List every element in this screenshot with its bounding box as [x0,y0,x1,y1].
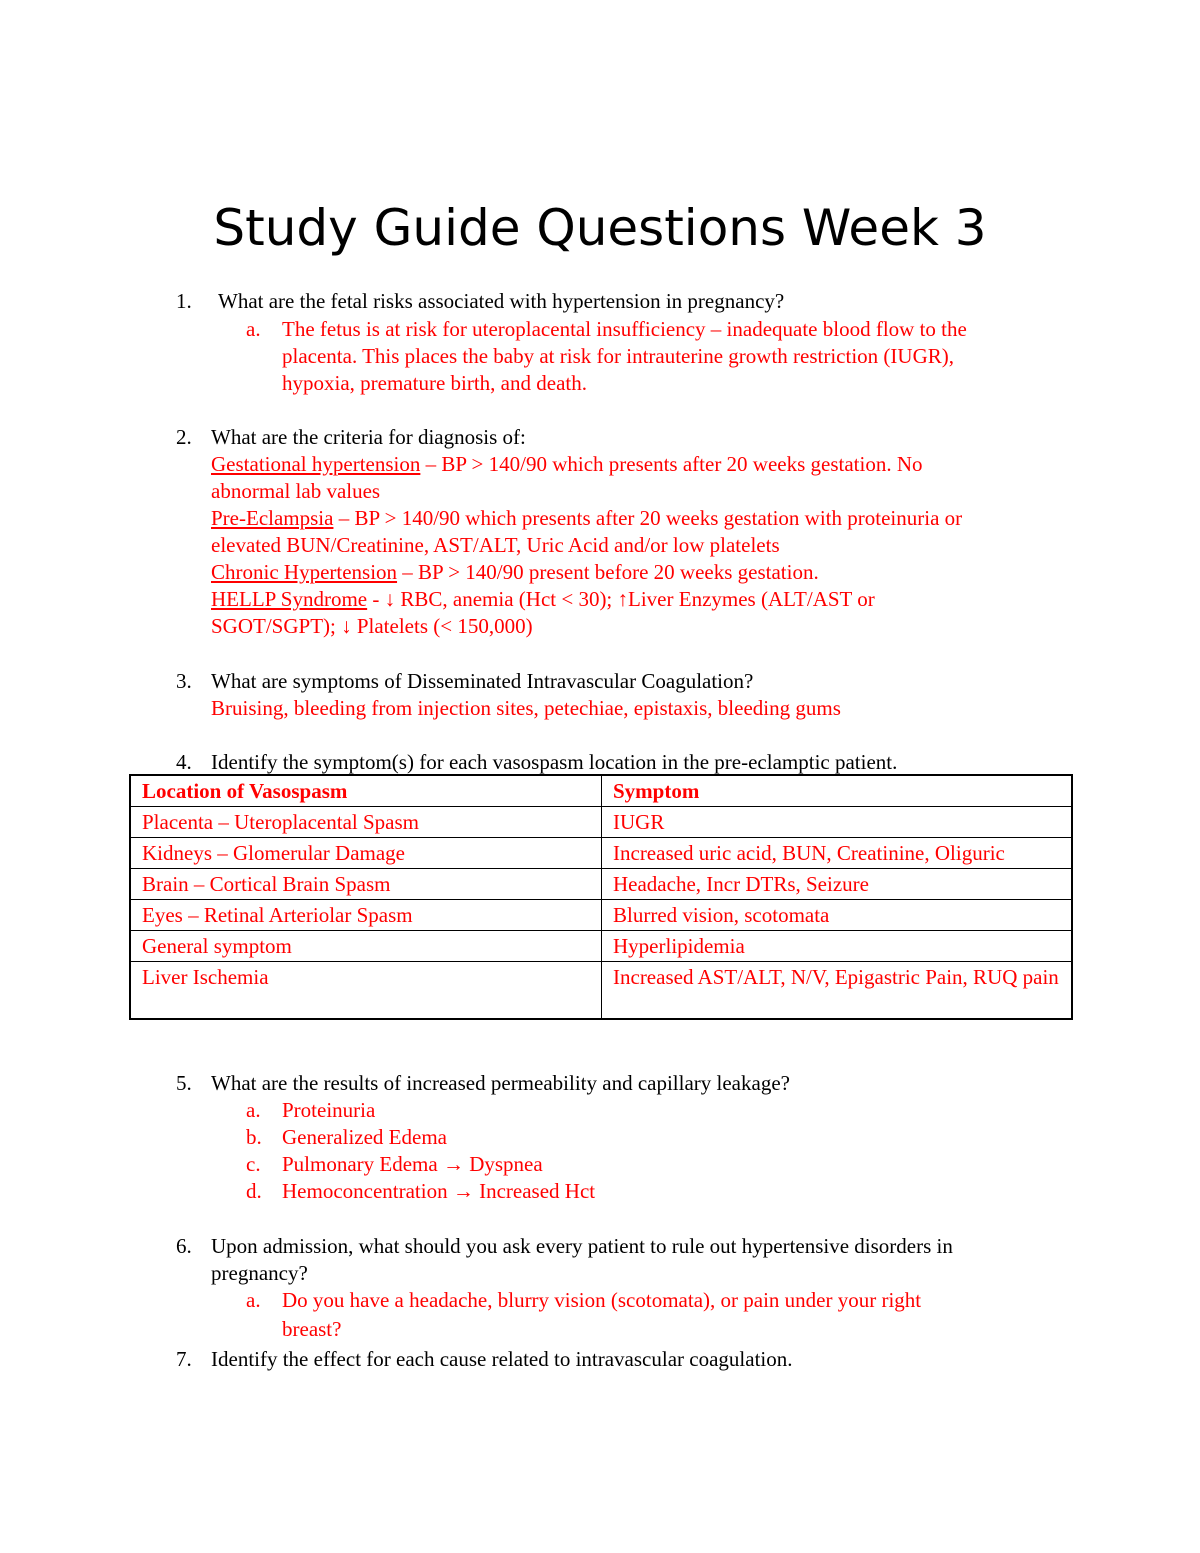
table-cell-location: General symptom [130,931,602,962]
table-cell-symptom: Increased uric acid, BUN, Creatinine, Oliguric [602,838,1073,869]
q6-question-line-1: Upon admission, what should you ask every patient to rule out hypertensive disorders in [211,1234,953,1258]
page-title: Study Guide Questions Week 3 [213,199,987,257]
q3-question: What are symptoms of Disseminated Intravascular Coagulation? [211,669,754,693]
q5-number: 5. [176,1071,192,1095]
q1-answer-line-2: placenta. This places the baby at risk for intrauterine growth restriction (IUGR), [282,344,954,368]
table-cell-location: Brain – Cortical Brain Spasm [130,869,602,900]
q7-question: Identify the effect for each cause related to intravascular coagulation. [211,1347,793,1371]
q6-question-line-2: pregnancy? [211,1261,308,1285]
q5-answer: Pulmonary Edema → Dyspnea [282,1152,543,1176]
q2-gestational-term: Gestational hypertension [211,452,421,476]
q2-preeclampsia-term: Pre-Eclampsia [211,506,334,530]
q5-answer-marker: c. [246,1152,261,1176]
q6-answer-marker: a. [246,1288,261,1312]
q2-question: What are the criteria for diagnosis of: [211,425,526,449]
q5-question: What are the results of increased permeability and capillary leakage? [211,1071,790,1095]
table-cell-location: Eyes – Retinal Arteriolar Spasm [130,900,602,931]
q2-hellp-text: - ↓ RBC, anemia (Hct < 30); ↑Liver Enzymes (ALT/AST or [367,587,875,611]
q2-chronic-line [211,559,819,586]
q2-preeclampsia-text: – BP > 140/90 which presents after 20 weeks gestation with proteinuria or [333,506,963,530]
q2-preeclampsia-text-2: elevated BUN/Creatinine, AST/ALT, Uric Acid and/or low platelets [211,533,780,557]
q2-preeclampsia-line [211,505,962,532]
q1-answer-line-3: hypoxia, premature birth, and death. [282,371,587,395]
q5-answer: Hemoconcentration → Increased Hct [282,1179,596,1203]
q2-gestational-text-2: abnormal lab values [211,479,381,503]
table-cell-symptom: IUGR [602,807,1073,838]
table-header-symptom: Symptom [602,775,1073,807]
q1-question: What are the fetal risks associated with hypertension in pregnancy? [218,289,785,313]
q1-number: 1. [176,289,192,313]
q2-hellp-line [211,586,875,613]
table-cell-location: Kidneys – Glomerular Damage [130,838,602,869]
q2-hellp-term: HELLP Syndrome [211,587,368,611]
vasospasm-table [129,774,1073,1020]
q2-gestational-line [211,451,923,478]
table-cell-symptom: Blurred vision, scotomata [602,900,1073,931]
q6-answer-line-1: Do you have a headache, blurry vision (scotomata), or pain under your right [282,1288,922,1312]
q2-chronic-term: Chronic Hypertension [211,560,398,584]
q6-number: 6. [176,1234,192,1258]
q5-answer-marker: d. [246,1179,262,1203]
table-cell-location: Placenta – Uteroplacental Spasm [130,807,602,838]
q3-answer: Bruising, bleeding from injection sites, petechiae, epistaxis, bleeding gums [211,696,841,720]
q1-answer-marker: a. [246,317,261,341]
q2-gestational-text: – BP > 140/90 which presents after 20 weeks gestation. No [420,452,923,476]
table-cell-symptom: Headache, Incr DTRs, Seizure [602,869,1073,900]
table-row [130,931,1072,962]
q1-answer-line-1: The fetus is at risk for uteroplacental insufficiency – inadequate blood flow to the [282,317,967,341]
table-row [130,807,1072,838]
q6-answer-line-2: breast? [282,1317,342,1341]
q2-chronic-text: – BP > 140/90 present before 20 weeks gestation. [397,560,819,584]
q4-question: Identify the symptom(s) for each vasospasm location in the pre-eclamptic patient. [211,750,898,774]
q7-number: 7. [176,1347,192,1371]
q2-hellp-text-2: SGOT/SGPT); ↓ Platelets (< 150,000) [211,614,533,638]
table-cell-symptom: Hyperlipidemia [602,931,1073,962]
q2-number: 2. [176,425,192,449]
q4-number: 4. [176,750,192,774]
table-row [130,962,1072,1020]
table-row [130,869,1072,900]
table-cell-location: Liver Ischemia [130,962,602,1020]
table-cell-symptom: Increased AST/ALT, N/V, Epigastric Pain, RUQ pain [602,962,1073,1020]
table-header-location: Location of Vasospasm [130,775,602,807]
table-row [130,900,1072,931]
table-header-row [130,775,1072,807]
q3-number: 3. [176,669,192,693]
q5-answer-marker: a. [246,1098,261,1122]
q5-answer-marker: b. [246,1125,262,1149]
q5-answer: Proteinuria [282,1098,376,1122]
table-row [130,838,1072,869]
q5-answer: Generalized Edema [282,1125,447,1149]
